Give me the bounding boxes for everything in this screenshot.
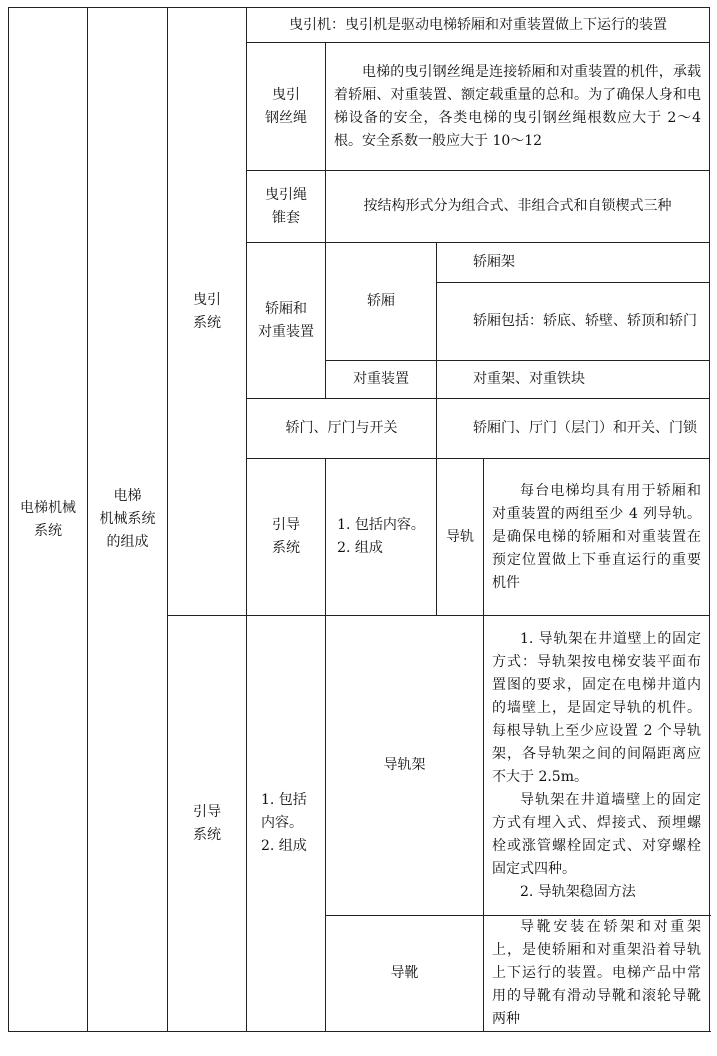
rail-bracket-p3: 2. 导轨架稳固方法 bbox=[520, 883, 636, 900]
traction-rope-label: 曳引 钢丝绳 bbox=[247, 43, 326, 171]
guide-2-contents-text: 1. 包括 内容。 2. 组成 bbox=[247, 616, 326, 1032]
level2-label: 电梯 机械系统 的组成 bbox=[88, 8, 168, 1032]
guide-rail-label: 导轨 bbox=[437, 459, 484, 616]
rail-bracket-p2: 导轨架在井道墙壁上的固定方式有埋入式、焊接式、预埋螺栓或涨管螺栓固定式、对穿螺栓固定式四种。 bbox=[492, 791, 701, 877]
guide-rail-text: 每台电梯均具有用于轿厢和对重装置的两组至少 4 列导轨。是确保电梯的轿厢和对重装置在预定位置做上下垂直运行的重要机件 bbox=[484, 459, 710, 616]
car-includes-text: 轿厢包括：轿底、轿壁、轿顶和轿门 bbox=[437, 283, 710, 361]
car-label: 轿厢 bbox=[326, 243, 437, 361]
guide-shoe-label: 导靴 bbox=[326, 916, 484, 1032]
doors-switches-label: 轿门、厅门与开关 bbox=[247, 399, 437, 459]
rope-sleeve-text: 按结构形式分为组合式、非组合式和自锁楔式三种 bbox=[326, 171, 710, 243]
counterweight-text: 对重架、对重铁块 bbox=[437, 361, 710, 399]
guide-system-label: 引导 系统 bbox=[247, 459, 326, 616]
car-frame-text: 轿厢架 bbox=[437, 243, 710, 283]
rope-sleeve-label: 曳引绳 锥套 bbox=[247, 171, 326, 243]
doors-switches-text: 轿厢门、厅门（层门）和开关、门锁 bbox=[437, 399, 710, 459]
level1-label: 电梯机械 系统 bbox=[9, 8, 88, 1032]
rail-bracket-text bbox=[484, 616, 710, 916]
guide-shoe-text: 导靴安装在轿架和对重架上，是使轿厢和对重架沿着导轨上下运行的装置。电梯产品中常用的导靴有滑动导靴和滚轮导靴两种 bbox=[484, 916, 710, 1032]
traction-rope-text: 电梯的曳引钢丝绳是连接轿厢和对重装置的机件，承载着轿厢、对重装置、额定载重量的总和。为了确保人身和电梯设备的安全，各类电梯的曳引钢丝绳根数应大于 2～4 根。安全系数一般应大于 10～12 bbox=[326, 43, 710, 171]
rail-bracket-label: 导轨架 bbox=[326, 616, 484, 916]
guide-contents-text: 1. 包括内容。 2. 组成 bbox=[326, 459, 437, 616]
counterweight-label: 对重装置 bbox=[326, 361, 437, 399]
guide-system-2-label: 引导 系统 bbox=[168, 616, 247, 1032]
elevator-mechanical-system-table bbox=[8, 7, 710, 1032]
rail-bracket-p1: 1. 导轨架在井道壁上的固定方式：导轨架按电梯安装平面布置图的要求，固定在电梯井道内的墙壁上，是固定导轨的机件。每根导轨上至少应设置 2 个导轨架，各导轨架之间的间隔距离应不大于 2.5m。 bbox=[492, 630, 701, 785]
traction-machine-text: 曳引机：曳引机是驱动电梯轿厢和对重装置做上下运行的装置 bbox=[247, 8, 710, 43]
traction-system-label: 曳引 系统 bbox=[168, 8, 247, 616]
car-counterweight-label: 轿厢和 对重装置 bbox=[247, 243, 326, 399]
